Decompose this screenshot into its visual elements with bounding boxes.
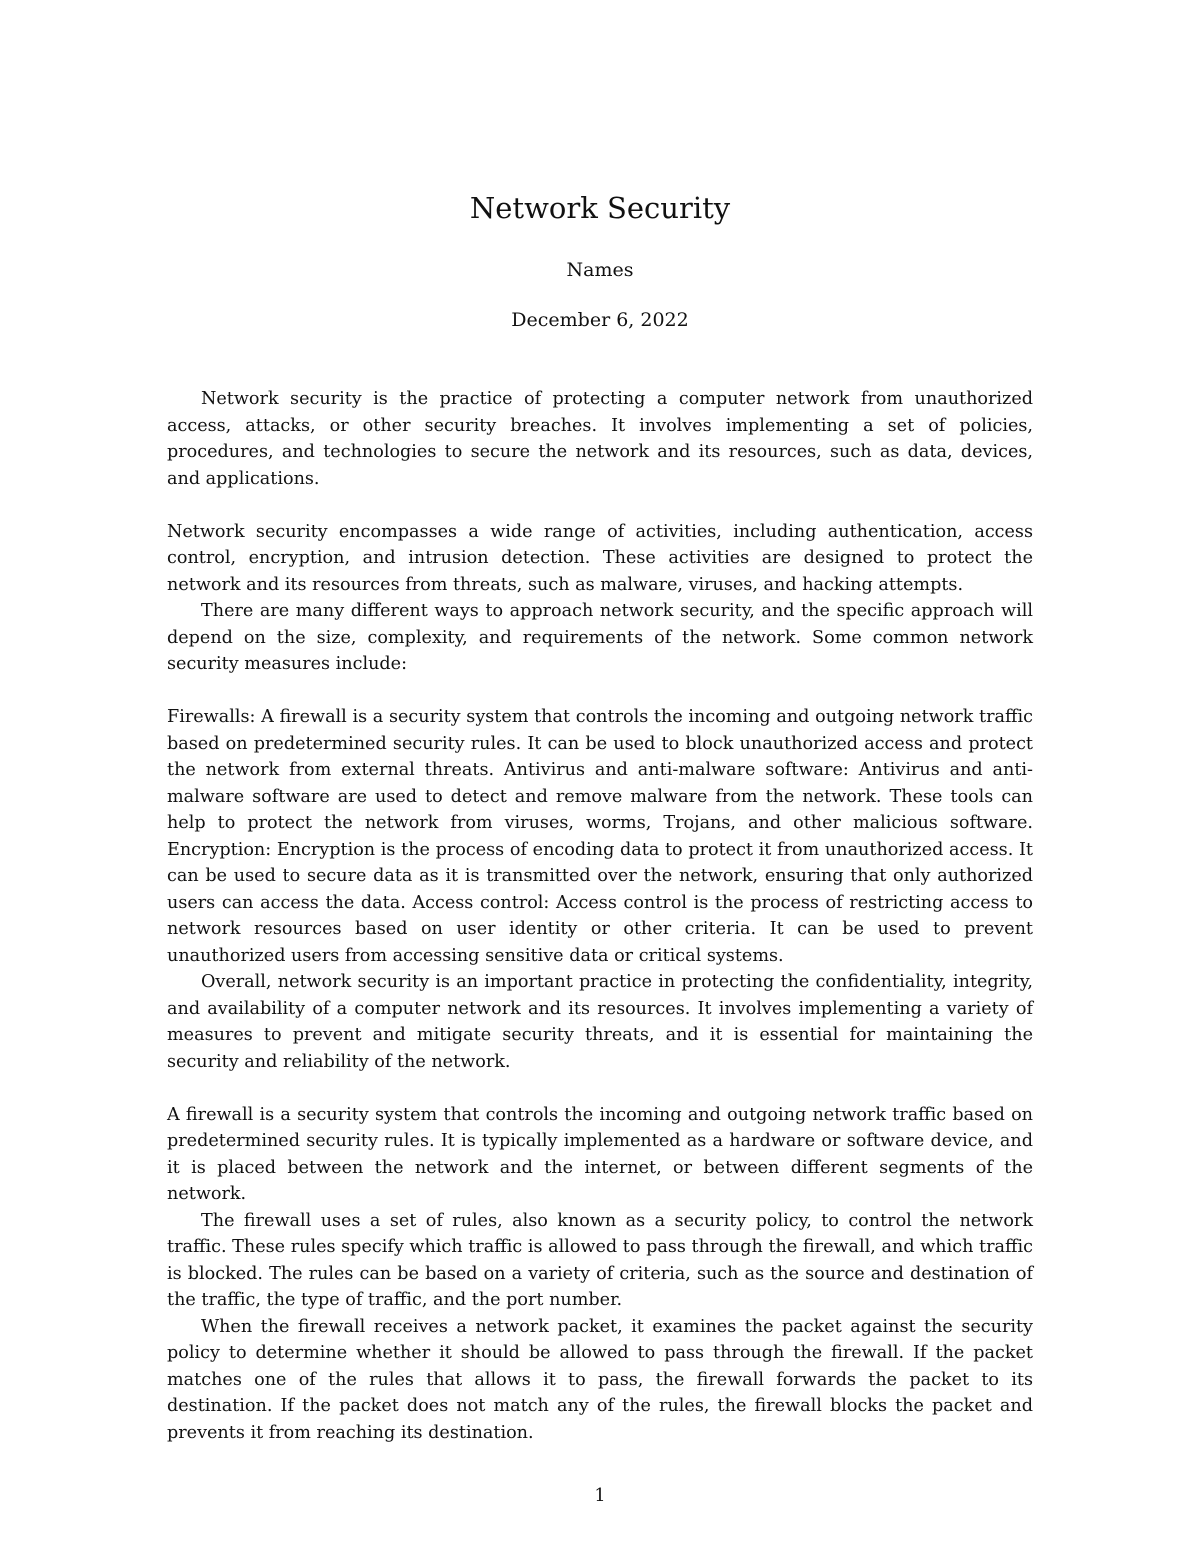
paragraph-overall: Overall, network security is an important practice in protecting the confidentiality, integrity, and availability of a computer network and its resources. It involves implementing a variety of measures to prevent and mitigate security threats, and it is essential for maintaining the security and reliability of the network. bbox=[167, 972, 1033, 1072]
paragraph-approaches: There are many different ways to approach network security, and the specific approach will depend on the size, complexity, and requirements of the network. Some common network security measures include: bbox=[167, 601, 1033, 674]
document-author: Names bbox=[566, 259, 634, 281]
document-date: December 6, 2022 bbox=[511, 309, 689, 331]
document-body bbox=[167, 386, 1033, 1446]
paragraph-firewall-definition: A firewall is a security system that controls the incoming and outgoing network traffic based on predetermined security rules. It is typically implemented as a hardware or software device, and it is placed between the network and the internet, or between different segments of the network. bbox=[167, 1104, 1033, 1204]
document-title: Network Security bbox=[469, 191, 731, 225]
page-number: 1 bbox=[594, 1486, 606, 1506]
paragraph-intro: Network security is the practice of protecting a computer network from unauthorized access, attacks, or other security breaches. It involves implementing a set of policies, procedures, and technologies to secure the network and its resources, such as data, devices, and applications. bbox=[167, 389, 1033, 489]
paragraph-measures: Firewalls: A firewall is a security system that controls the incoming and outgoing network traffic based on predetermined security rules. It can be used to block unauthorized access and protect the network from external threats. Antivirus and anti-malware software: Antivirus and anti-malware software are used to detect and remove malware from the network. These tools can help to protect the network from viruses, worms, Trojans, and other malicious software. Encryption: Encryption is the process of encoding data to protect it from unauthorized access. It can be used to secure data as it is transmitted over the network, ensuring that only authorized users can access the data. Access control: Access control is the process of restricting access to network resources based on user identity or other criteria. It can be used to prevent unauthorized users from accessing sensitive data or critical systems. bbox=[167, 707, 1033, 966]
paragraph-activities: Network security encompasses a wide range of activities, including authentication, access control, encryption, and intrusion detection. These activities are designed to protect the network and its resources from threats, such as malware, viruses, and hacking attempts. bbox=[167, 521, 1033, 595]
paragraph-firewall-packets: When the firewall receives a network packet, it examines the packet against the security policy to determine whether it should be allowed to pass through the firewall. If the packet matches one of the rules that allows it to pass, the firewall forwards the packet to its destination. If the packet does not match any of the rules, the firewall blocks the packet and prevents it from reaching its destination. bbox=[167, 1316, 1033, 1443]
paragraph-firewall-rules: The firewall uses a set of rules, also known as a security policy, to control the network traffic. These rules specify which traffic is allowed to pass through the firewall, and which traffic is blocked. The rules can be based on a variety of criteria, such as the source and destination of the traffic, the type of traffic, and the port number. bbox=[167, 1210, 1033, 1310]
